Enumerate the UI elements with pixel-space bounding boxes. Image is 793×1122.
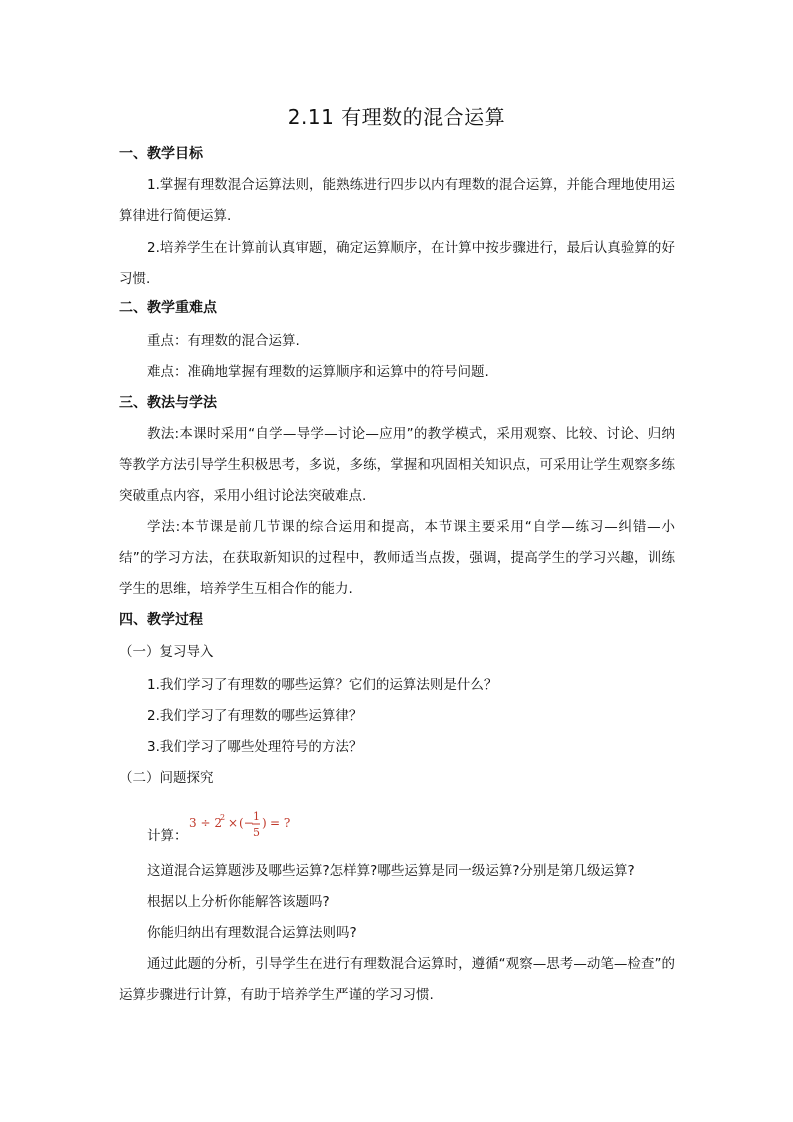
calculation-row <box>147 806 447 846</box>
formula-equals-question: = ? <box>270 816 291 830</box>
exploration-summary: 通过此题的分析，引导学生在进行有理数混合运算时，遵循“观察—思考—动笔—检查”的运算步骤进行计算，有助于培养学生严谨的学习习惯. <box>119 956 675 1003</box>
formula-denominator: 5 <box>253 826 260 839</box>
formula-times: × <box>228 816 239 830</box>
page-title: 2.11 有理数的混合运算 <box>287 105 506 129</box>
review-question-1: 1.我们学习了有理数的哪些运算？它们的运算法则是什么？ <box>147 677 498 693</box>
section-heading-methods: 三、教法与学法 <box>119 395 217 411</box>
review-question-3: 3.我们学习了哪些处理符号的方法？ <box>147 739 363 755</box>
calculation-label: 计算： <box>147 828 188 844</box>
subsection-review: （一）复习导入 <box>119 644 214 660</box>
key-point-text: 重点：有理数的混合运算. <box>147 333 300 349</box>
objective-paragraph-1: 1.掌握有理数混合运算法则，能熟练进行四步以内有理数的混合运算，并能合理地使用运算律进行简便运算. <box>119 177 675 224</box>
formula-close-paren: ) <box>262 816 267 830</box>
formula-open-paren: (− <box>239 816 254 830</box>
objective-paragraph-2: 2.培养学生在计算前认真审题，确定运算顺序，在计算中按步骤进行，最后认真验算的好习惯. <box>119 240 675 287</box>
exploration-question-3: 你能归纳出有理数混合运算法则吗? <box>147 925 357 941</box>
review-question-2: 2.我们学习了有理数的哪些运算律？ <box>147 708 363 724</box>
formula-base: 3 ÷ 2 <box>189 816 222 830</box>
section-heading-objectives: 一、教学目标 <box>119 146 203 162</box>
math-formula <box>189 806 389 846</box>
exploration-question-1: 这道混合运算题涉及哪些运算?怎样算?哪些运算是同一级运算?分别是第几级运算? <box>147 863 635 879</box>
difficulty-text: 难点：准确地掌握有理数的运算顺序和运算中的符号问题. <box>147 364 489 380</box>
formula-exponent: 2 <box>220 813 226 822</box>
learning-method-paragraph: 学法:本节课是前几节课的综合运用和提高，本节课主要采用“自学—练习—纠错—小结”的学习方法，在获取新知识的过程中，教师适当点拨，强调，提高学生的学习兴趣，训练学生的思维，培养学生互相合作的能力. <box>119 519 675 597</box>
formula-numerator: 1 <box>253 810 260 823</box>
teaching-method-paragraph: 教法:本课时采用“自学—导学—讨论—应用”的教学模式，采用观察、比较、讨论、归纳等教学方法引导学生积极思考，多说，多练，掌握和巩固相关知识点，可采用让学生观察多练突破重点内容，采用小组讨论法突破难点. <box>119 426 675 504</box>
section-heading-process: 四、教学过程 <box>119 612 203 628</box>
section-heading-key-points: 二、教学重难点 <box>119 300 217 316</box>
exploration-question-2: 根据以上分析你能解答该题吗? <box>147 894 330 910</box>
subsection-exploration: （二）问题探究 <box>119 770 214 786</box>
